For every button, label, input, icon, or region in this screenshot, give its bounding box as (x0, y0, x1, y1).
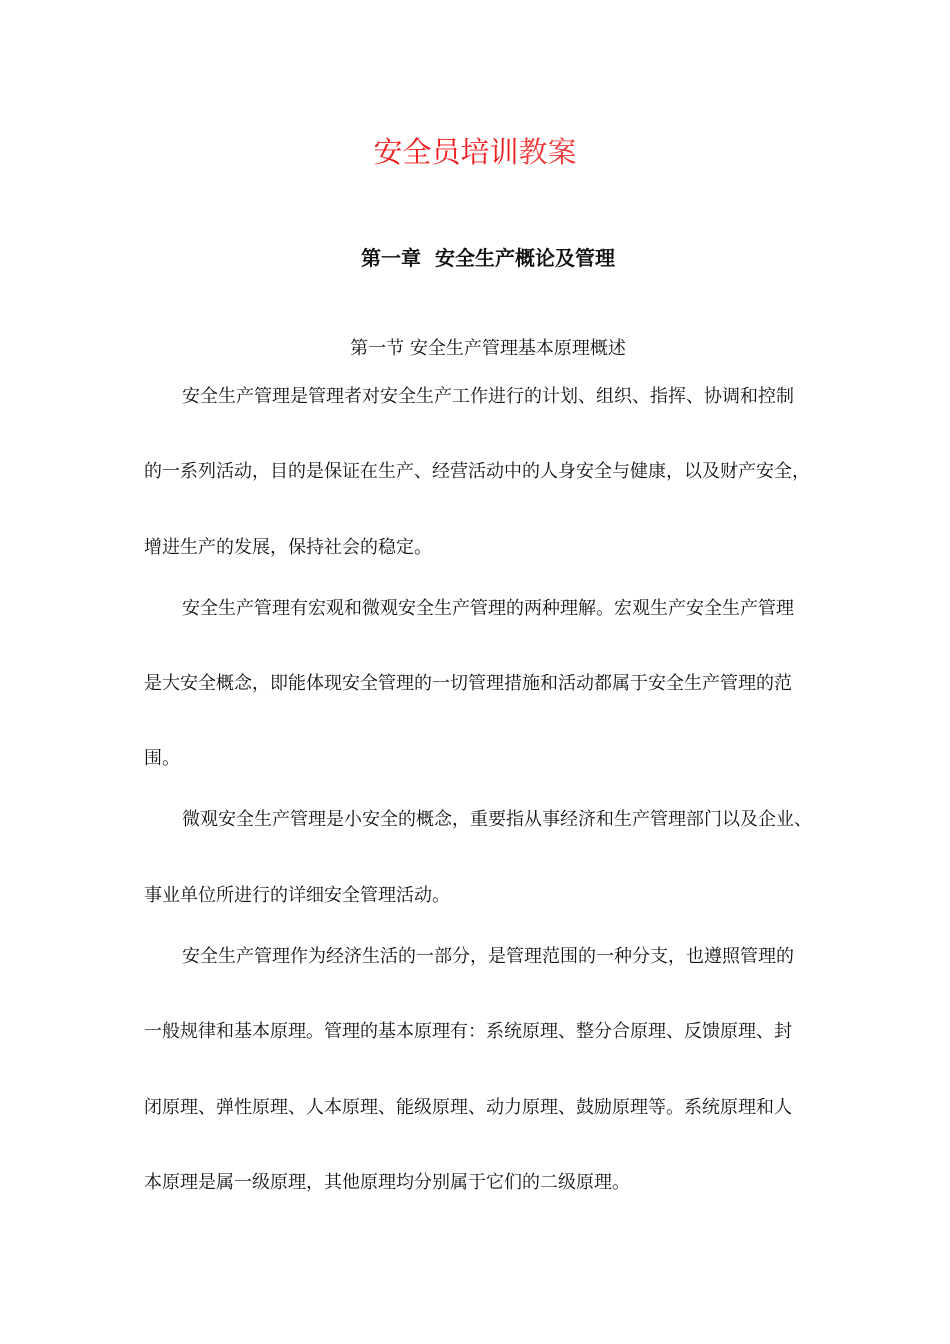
paragraph-line: 一般规律和基本原理。管理的基本原理有：系统原理、整分合原理、反馈原理、封 (144, 1021, 792, 1042)
paragraph-line: 本原理是属一级原理，其他原理均分别属于它们的二级原理。 (144, 1172, 630, 1193)
chapter-heading: 第一章 安全生产概论及管理 (361, 246, 615, 270)
paragraph-line: 是大安全概念，即能体现安全管理的一切管理措施和活动都属于安全生产管理的范 (144, 673, 792, 694)
paragraph-line: 的一系列活动，目的是保证在生产、经营活动中的人身安全与健康，以及财产安全， (144, 461, 810, 482)
section-heading: 第一节 安全生产管理基本原理概述 (350, 338, 626, 359)
paragraph-line: 围。 (144, 748, 180, 769)
paragraph-line: 安全生产管理是管理者对安全生产工作进行的计划、组织、指挥、协调和控制 (182, 386, 794, 407)
paragraph-line: 微观安全生产管理是小安全的概念，重要指从事经济和生产管理部门以及企业、 (182, 809, 812, 830)
document-title (0, 132, 950, 172)
paragraph-line: 安全生产管理作为经济生活的一部分，是管理范围的一种分支，也遵照管理的 (182, 946, 794, 967)
paragraph-line: 安全生产管理有宏观和微观安全生产管理的两种理解。宏观生产安全生产管理 (182, 598, 794, 619)
paragraph-line: 闭原理、弹性原理、人本原理、能级原理、动力原理、鼓励原理等。系统原理和人 (144, 1097, 792, 1118)
document-title-main: 安全员培训 (373, 135, 519, 169)
paragraph-line: 事业单位所进行的详细安全管理活动。 (144, 885, 450, 906)
paragraph-line: 增进生产的发展，保持社会的稳定。 (144, 537, 432, 558)
document-title-suffix: 教案 (518, 135, 577, 169)
